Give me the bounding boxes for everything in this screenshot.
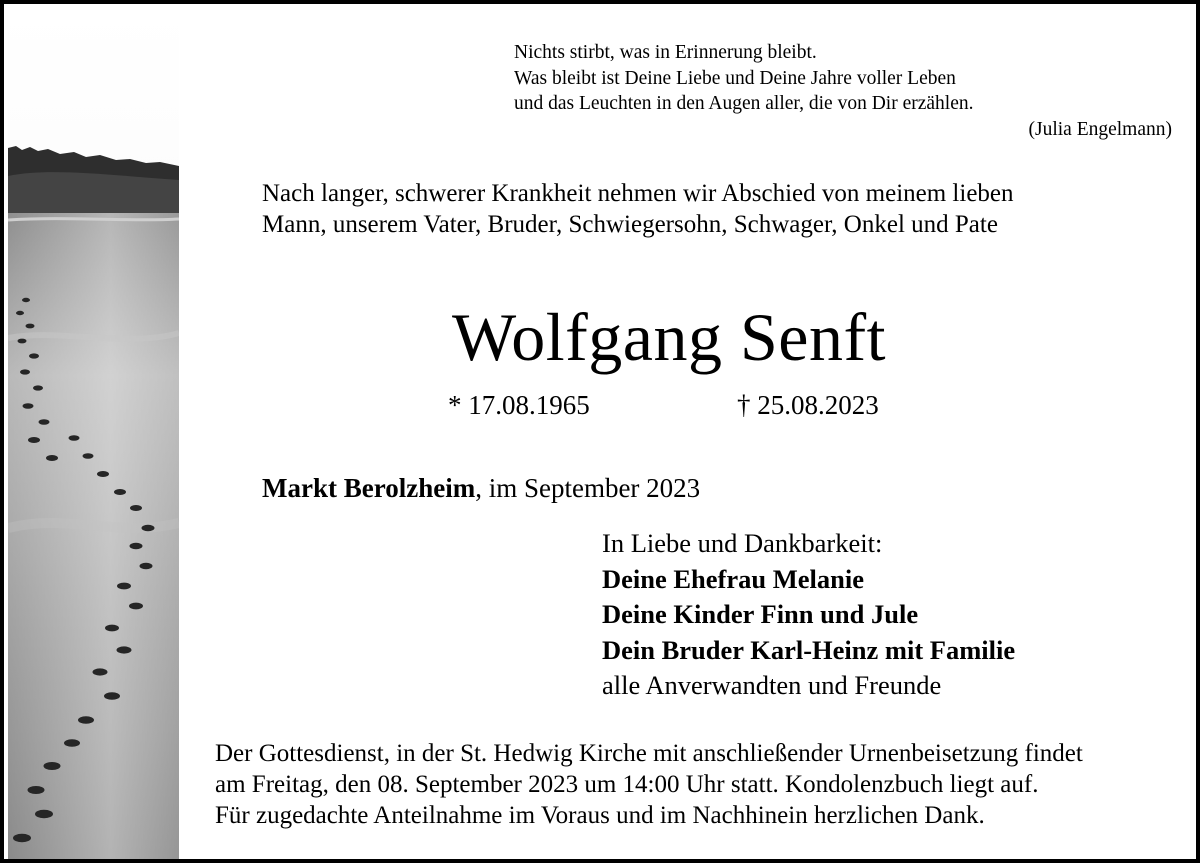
mourner-name: Deine Kinder Finn und Jule bbox=[602, 599, 919, 629]
quote-line: Nichts stirbt, was in Erinnerung bleibt. bbox=[514, 42, 817, 63]
quote-line: Was bleibt ist Deine Liebe und Deine Jahre voller Leben bbox=[514, 67, 956, 89]
quote-line: und das Leuchten in den Augen aller, die von Dir erzählen. bbox=[514, 93, 974, 114]
service-info bbox=[215, 738, 1175, 831]
mourner-name: Deine Ehefrau Melanie bbox=[602, 563, 865, 594]
service-line: Der Gottesdienst, in der St. Hedwig Kirche mit anschließender Urnenbeisetzung findet bbox=[215, 740, 1083, 767]
mourners-list bbox=[602, 526, 1015, 704]
death-date: † 25.08.2023 bbox=[737, 390, 879, 420]
intro-line: Mann, unserem Vater, Bruder, Schwiegersohn, Schwager, Onkel und Pate bbox=[262, 211, 998, 238]
place-and-date bbox=[262, 471, 700, 505]
farewell-intro bbox=[262, 178, 1162, 240]
birth-date: * 17.08.1965 bbox=[448, 390, 590, 420]
service-line: am Freitag, den 08. September 2023 um 14:00 Uhr statt. Kondolenzbuch liegt auf. bbox=[215, 771, 1039, 798]
mourners-closing: alle Anverwandten und Freunde bbox=[602, 670, 942, 700]
service-line: Für zugedachte Anteilnahme im Voraus und im Nachhinein herzlichen Dank. bbox=[215, 802, 985, 829]
memorial-quote bbox=[514, 40, 1174, 142]
mourner-name: Dein Bruder Karl-Heinz mit Familie bbox=[602, 634, 1016, 665]
intro-line: Nach langer, schwerer Krankheit nehmen wir Abschied von meinem lieben bbox=[262, 180, 1014, 207]
notice-date: , im September 2023 bbox=[475, 473, 701, 503]
beach-footprints-photo bbox=[8, 8, 179, 863]
town-name: Markt Berolzheim bbox=[262, 473, 476, 503]
quote-author: (Julia Engelmann) bbox=[1028, 118, 1172, 140]
mourners-intro: In Liebe und Dankbarkeit: bbox=[602, 528, 883, 558]
deceased-name: Wolfgang Senft bbox=[452, 299, 886, 375]
